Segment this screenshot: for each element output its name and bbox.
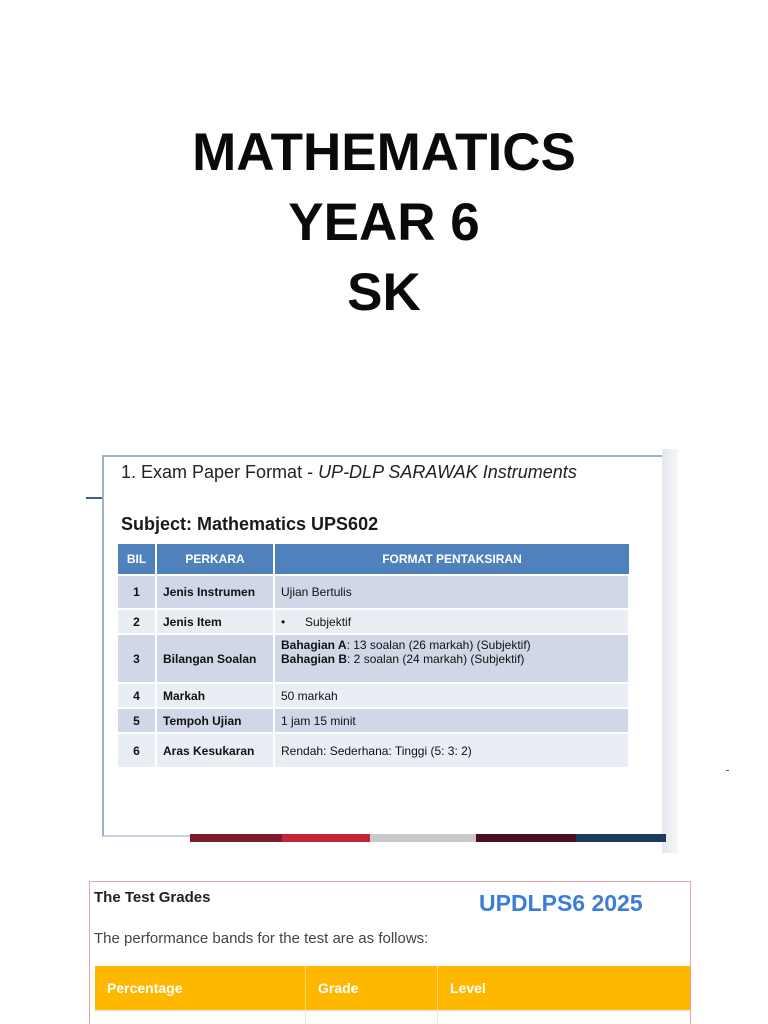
row-bil: 4 (118, 683, 156, 708)
table-row (118, 683, 629, 708)
grades-description: The performance bands for the test are as follows: (94, 930, 429, 947)
row-perkara: Jenis Instrumen (156, 575, 274, 609)
row-format: Ujian Bertulis (274, 575, 629, 609)
row-bil: 1 (118, 575, 156, 609)
row-format: Rendah: Sederhana: Tinggi (5: 3: 2) (274, 733, 629, 767)
row-bil: 6 (118, 733, 156, 767)
cover-title-subject: MATHEMATICS (192, 123, 576, 182)
grades-header-percentage: Percentage (95, 966, 306, 1010)
slide-subject: Subject: Mathematics UPS602 (121, 514, 379, 534)
slide-color-bar-4 (476, 834, 576, 842)
grades-table-header (95, 966, 690, 1010)
grades-cell (95, 1010, 306, 1024)
row-perkara: Markah (156, 683, 274, 708)
bullet-glyph: • (281, 614, 286, 629)
slide-heading-instruments: UP-DLP SARAWAK Instruments (318, 462, 577, 482)
row-perkara: Jenis Item (156, 609, 274, 634)
table-header-row (118, 544, 629, 575)
slide-heading-prefix: 1. Exam Paper Format - (121, 462, 319, 482)
row-format: 1 jam 15 minit (274, 708, 629, 733)
section-a-label: Bahagian A (281, 638, 347, 652)
row-bil: 5 (118, 708, 156, 733)
cover-title-year: YEAR 6 (288, 193, 480, 252)
grades-cell (306, 1010, 438, 1024)
table-row (118, 575, 629, 609)
slide-color-bar-3 (370, 834, 476, 842)
grades-table-row (95, 1010, 690, 1024)
section-a-text: : 13 soalan (26 markah) (Subjektif) (346, 638, 531, 652)
slide-color-bar-5 (576, 834, 666, 842)
exam-format-table (118, 544, 630, 767)
header-perkara: PERKARA (156, 544, 274, 575)
slide-heading (121, 462, 577, 483)
section-b-text: : 2 soalan (24 markah) (Subjektif) (347, 652, 525, 666)
slide-color-bar-1 (190, 834, 282, 842)
table-row (118, 634, 629, 683)
table-row (118, 733, 629, 767)
table-row (118, 708, 629, 733)
row-format (274, 609, 629, 634)
cover-title-school: SK (347, 263, 421, 322)
row-format: 50 markah (274, 683, 629, 708)
grades-header-level: Level (450, 980, 486, 996)
cover-title (0, 118, 768, 328)
grades-cell (438, 1010, 690, 1024)
grades-header-grade: Grade (306, 966, 438, 1010)
header-bil: BIL (118, 544, 156, 575)
section-b-label: Bahagian B (281, 652, 348, 666)
row-bil: 3 (118, 634, 156, 683)
row-perkara: Aras Kesukaran (156, 733, 274, 767)
row-format (274, 634, 629, 683)
row-perkara: Tempoh Ujian (156, 708, 274, 733)
header-format: FORMAT PENTAKSIRAN (274, 544, 629, 575)
slide-color-bar-2 (282, 834, 370, 842)
table-row (118, 609, 629, 634)
grades-title: The Test Grades (94, 889, 211, 906)
slide-left-tick (86, 497, 102, 499)
row-perkara: Bilangan Soalan (156, 634, 274, 683)
row-bil: 2 (118, 609, 156, 634)
stray-mark (726, 770, 729, 771)
row-format-text: Subjektif (305, 614, 352, 629)
grades-code: UPDLPS6 2025 (479, 890, 643, 916)
slide-shadow-edge (662, 449, 678, 853)
